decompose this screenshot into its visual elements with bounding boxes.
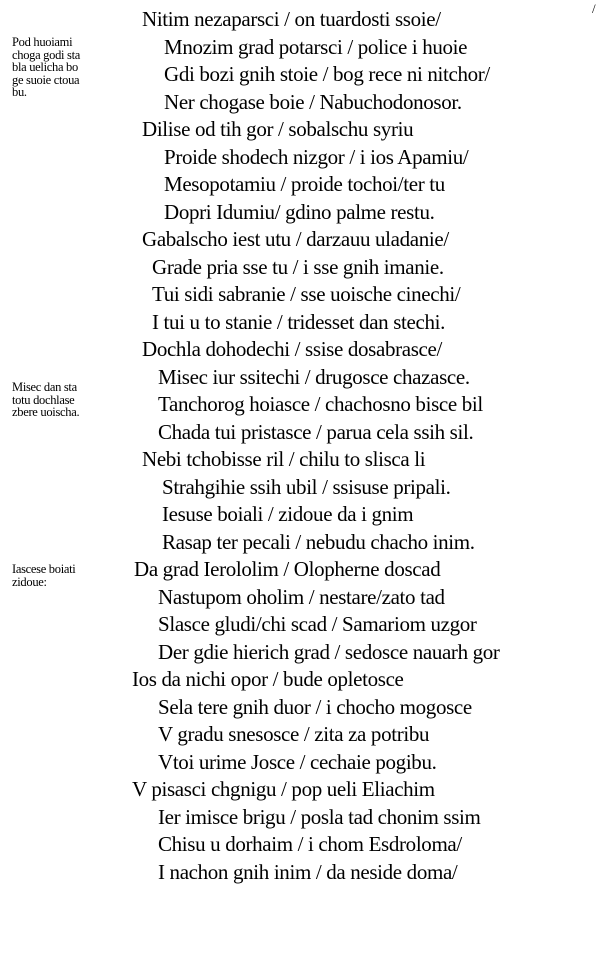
- margin-note-line: ge suoie ctoua: [12, 72, 80, 87]
- verse-line-18: Strahgihie ssih ubil / ssisuse pripali.: [162, 474, 451, 499]
- verse-line-16: Chada tui pristasce / parua cela ssih sil.: [158, 419, 474, 444]
- verse-line-15: Tanchorog hoiasce / chachosno bisce bil: [158, 392, 483, 416]
- verse-line-32: I nachon gnih inim / da neside doma/: [158, 859, 458, 884]
- verse-line-3: Gdi bozi gnih stoie / bog rece ni nitchor/: [164, 62, 490, 86]
- verse-line-8: Dopri Idumiu/ gdino palme restu.: [164, 199, 435, 224]
- margin-note-line: choga godi sta: [12, 47, 81, 62]
- verse-line-17: Nebi tchobisse ril / chilu to slisca li: [142, 447, 426, 471]
- margin-note-line: bla uelicha bo: [12, 60, 78, 74]
- verse-line-21: Da grad Ierololim / Olopherne doscad: [134, 557, 441, 581]
- verse-line-29: V pisasci chgnigu / pop ueli Eliachim: [132, 777, 435, 801]
- verse-line-4: Ner chogase boie / Nabuchodonosor.: [164, 89, 462, 114]
- margin-note-line: totu dochlase: [12, 392, 75, 407]
- verse-line-6: Proide shodech nizgor / i ios Apamiu/: [164, 144, 469, 169]
- corner-mark: /: [592, 1, 596, 16]
- verse-line-14: Misec iur ssitechi / drugosce chazasce.: [158, 364, 470, 389]
- verse-line-27: V gradu snesosce / zita za potribu: [158, 722, 430, 746]
- verse-line-23: Slasce gludi/chi scad / Samariom uzgor: [158, 612, 477, 636]
- verse-line-31: Chisu u dorhaim / i chom Esdroloma/: [158, 832, 462, 856]
- verse-line-30: Ier imisce brigu / posla tad chonim ssim: [158, 804, 481, 829]
- verse-line-9: Gabalscho iest utu / darzauu uladanie/: [142, 227, 449, 251]
- verse-line-22: Nastupom oholim / nestare/zato tad: [158, 584, 445, 609]
- verse-line-26: Sela tere gnih duor / i chocho mogosce: [158, 694, 472, 719]
- verse-line-20: Rasap ter pecali / nebudu chacho inim.: [162, 529, 475, 554]
- verse-line-5: Dilise od tih gor / sobalschu syriu: [142, 117, 414, 141]
- verse-line-10: Grade pria sse tu / i sse gnih imanie.: [152, 254, 444, 279]
- margin-note-line: Pod huoiami: [12, 35, 73, 49]
- verse-line-19: Iesuse boiali / zidoue da i gnim: [162, 502, 414, 526]
- verse-line-7: Mesopotamiu / proide tochoi/ter tu: [164, 172, 445, 196]
- verse-line-28: Vtoi urime Josce / cechaie pogibu.: [158, 749, 437, 774]
- verse-line-13: Dochla dohodechi / ssise dosabrasce/: [142, 337, 442, 361]
- verse-line-1: Nitim nezaparsci / on tuardosti ssoie/: [142, 7, 441, 31]
- margin-note-line: Iascese boiati: [12, 562, 76, 576]
- margin-note-line: zidoue:: [12, 574, 47, 589]
- verse-line-12: I tui u to stanie / tridesset dan stechi.: [152, 309, 446, 334]
- margin-note-line: zbere uoischa.: [12, 405, 80, 419]
- margin-note-line: Misec dan sta: [12, 380, 77, 394]
- verse-line-2: Mnozim grad potarsci / police i huoie: [164, 34, 468, 59]
- margin-note-line: bu.: [12, 85, 27, 99]
- verse-line-11: Tui sidi sabranie / sse uoische cinechi/: [152, 282, 461, 306]
- verse-line-25: Ios da nichi opor / bude opletosce: [132, 667, 404, 691]
- verse-line-24: Der gdie hierich grad / sedosce nauarh gor: [158, 639, 500, 664]
